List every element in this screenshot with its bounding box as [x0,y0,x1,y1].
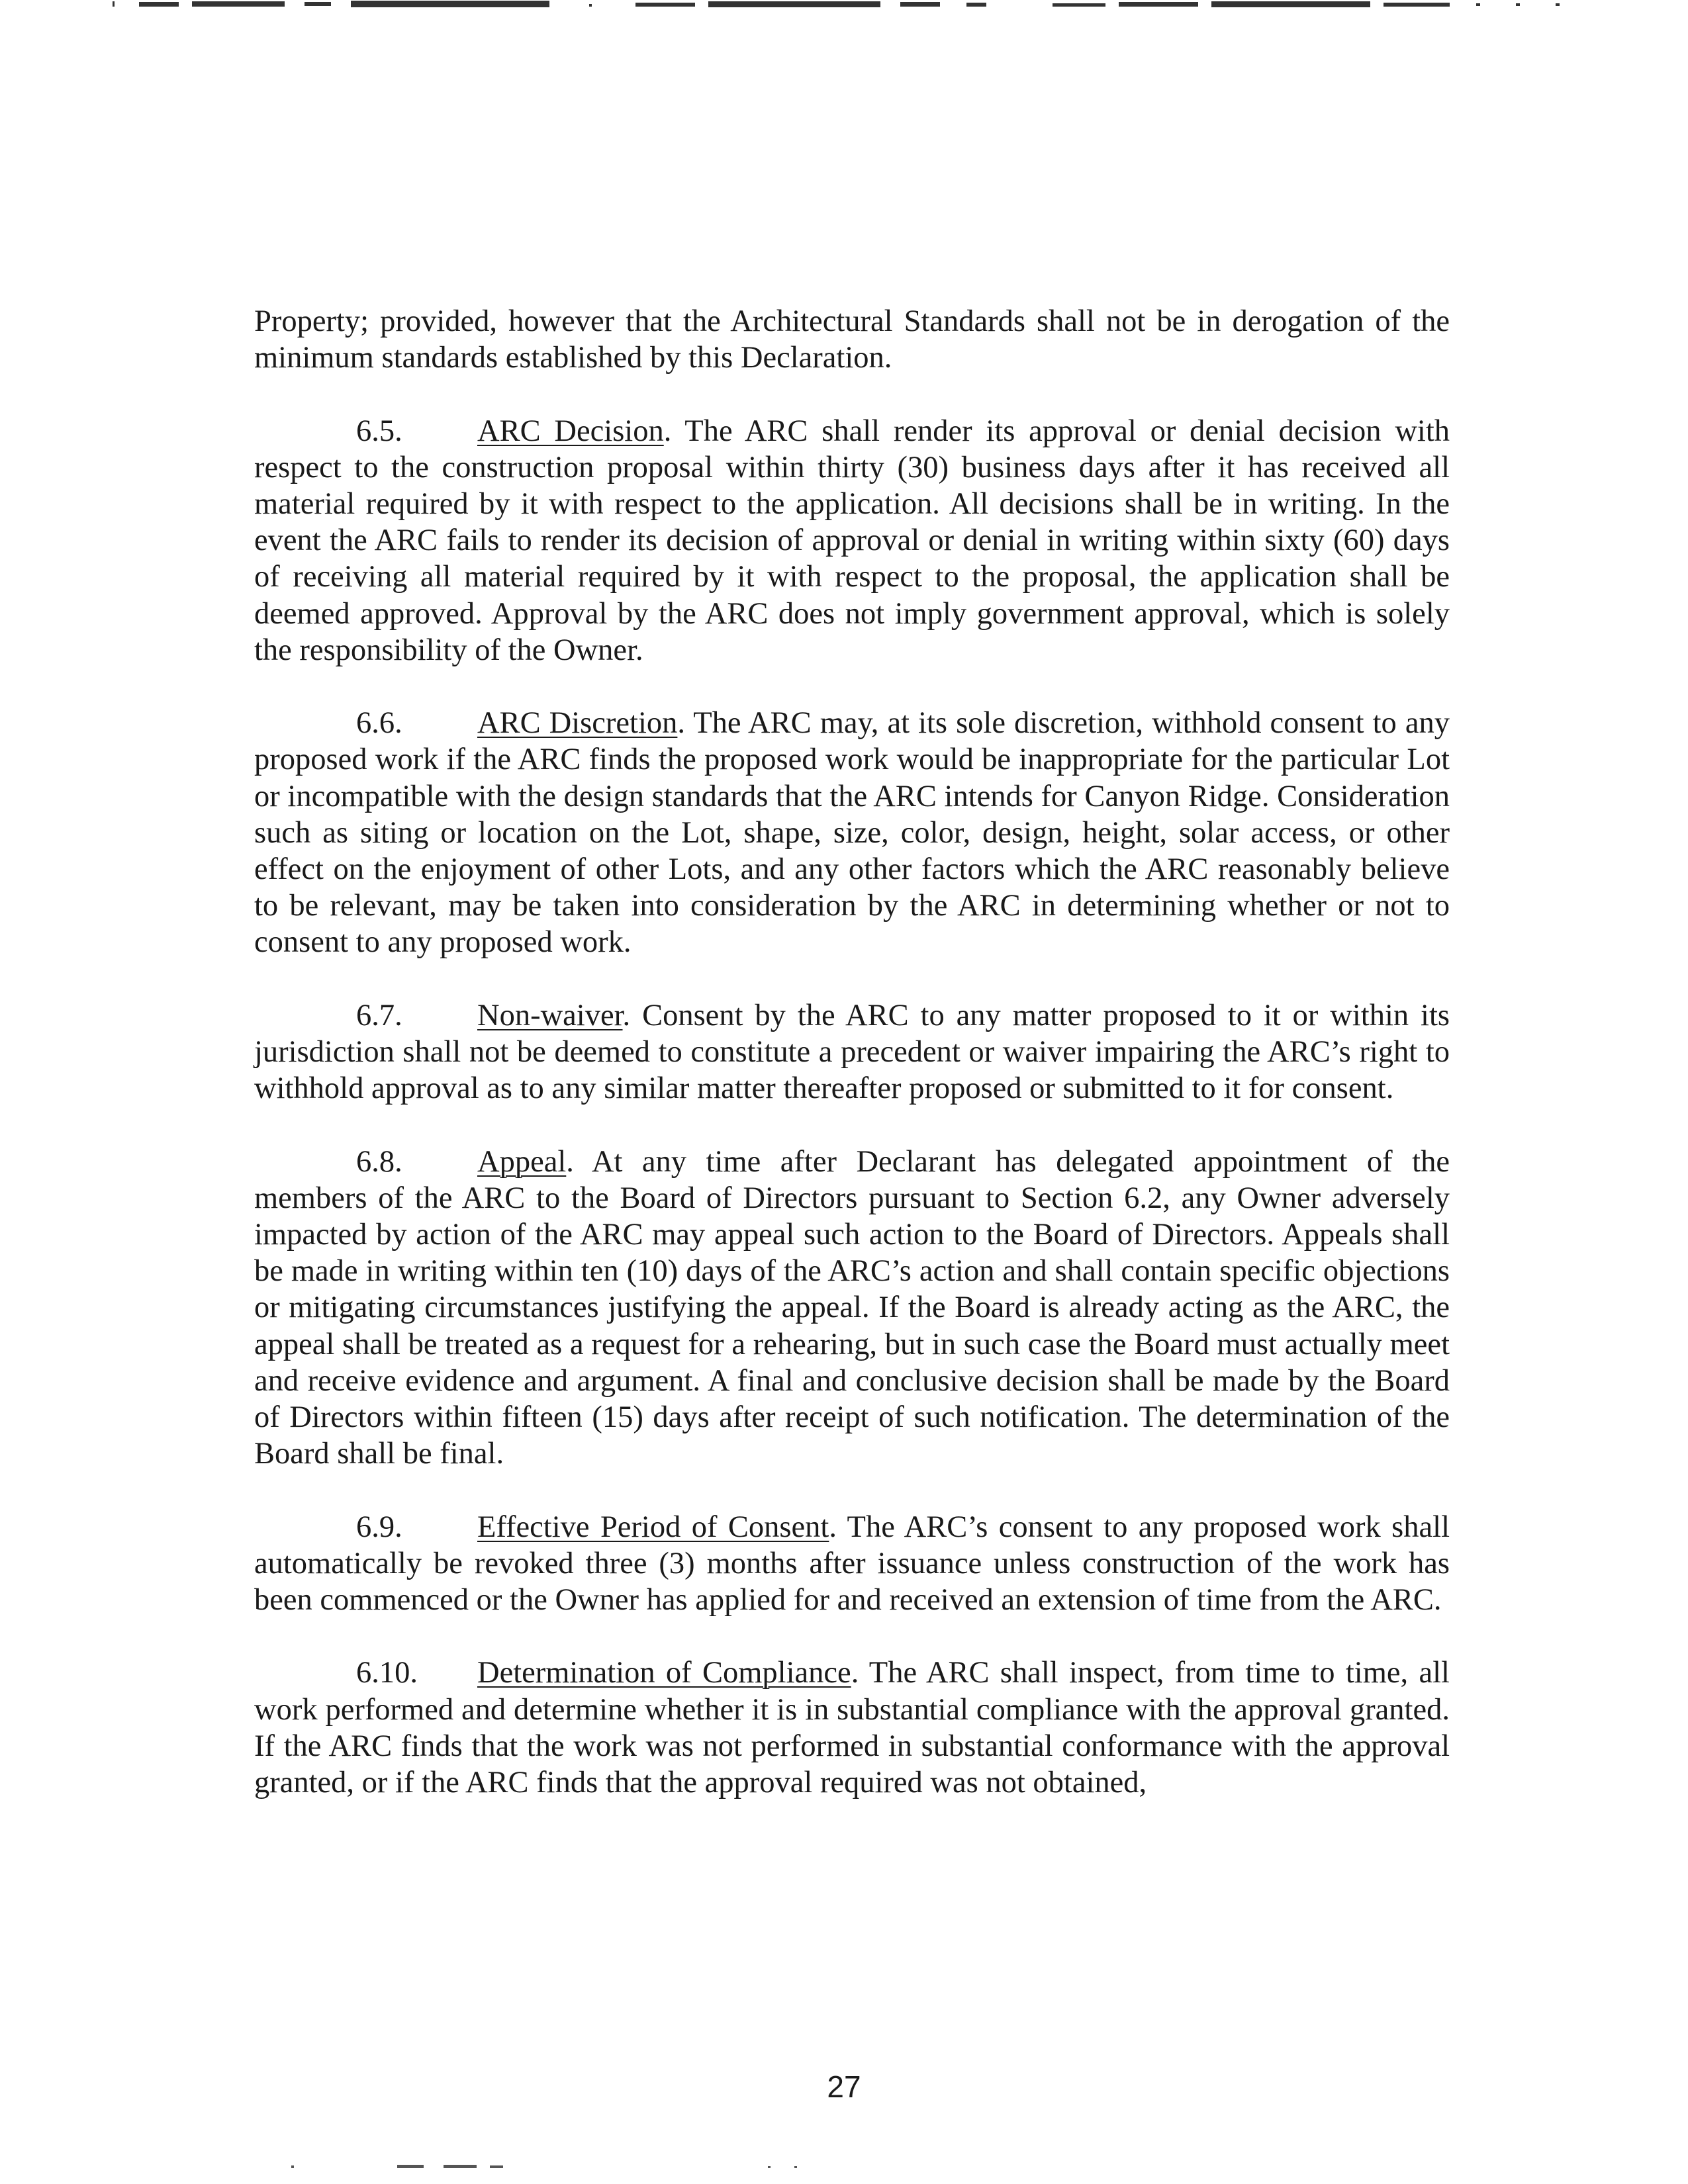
section-text: . At any time after Declarant has delegated appointment of the members of the ARC to the Board of Directors pursuant to Section 6.2, any Owner adversely impacted by action of the ARC may appeal such action to the Board of Directors. Appeals shall be made in writing within ten (10) days of the ARC’s action and shall contain specific objections or mitigating circumstances justifying the appeal. If the Board is already acting as the ARC, the appeal shall be treated as a request for a rehearing, but in such case the Board must actually meet and receive evidence and argument. A final and conclusive decision shall be made by the Board of Directors within fifteen (15) days after receipt of such notification. The determination of the Board shall be final. [254,1144,1450,1471]
section-text: . The ARC may, at its sole discretion, withhold consent to any proposed work if the ARC finds the proposed work would be inappropriate for the particular Lot or incompatible with the design standards that the ARC intends for Canyon Ridge. Consideration such as siting or location on the Lot, shape, size, color, design, height, solar access, or other effect on the enjoyment of other Lots, and any other factors which the ARC reasonably believe to be relevant, may be taken into consideration by the ARC in determining whether or not to consent to any proposed work. [254,706,1450,960]
section-number: 6.7. [356,998,402,1032]
section-6-9 [254,1509,1450,1619]
section-6-8 [254,1144,1450,1473]
section-number: 6.6. [356,706,402,741]
section-6-10 [254,1655,1450,1801]
section-number: 6.10. [356,1656,418,1690]
scan-artifact-bottom [291,2163,953,2171]
section-6-6 [254,705,1450,960]
section-title: Determination of Compliance [477,1656,851,1690]
section-title: Non-waiver [477,998,623,1032]
section-number: 6.9. [356,1510,402,1544]
section-6-5 [254,413,1450,668]
section-text: . The ARC shall inspect, from time to time, all work performed and determine whether it is in substantial compliance with the approval granted. If the ARC finds that the work was not performed in substantial conformance with the approval granted, or if the ARC finds that the approval required was not obtained, [254,1656,1450,1800]
document-body [254,303,1450,1837]
page-number: 27 [827,2070,861,2104]
section-number: 6.8. [356,1144,402,1179]
section-text: . The ARC shall render its approval or denial decision with respect to the construction proposal within thirty (30) business days after it has received all material required by it with respect to the application. All decisions shall be in writing. In the event the ARC fails to render its decision of approval or denial in writing within sixty (60) days of receiving all material required by it with respect to the proposal, the application shall be deemed approved. Approval by the ARC does not imply government approval, which is solely the responsibility of the Owner. [254,414,1450,667]
section-title: Effective Period of Consent [477,1510,829,1544]
section-title: ARC Decision [477,414,664,448]
section-text: . The ARC’s consent to any proposed work shall automatically be revoked three (3) months after issuance unless construction of the work has been commenced or the Owner has applied for and received an extension of time from the ARC. [254,1510,1450,1617]
section-title: Appeal [477,1144,567,1179]
section-6-7 [254,997,1450,1107]
section-number: 6.5. [356,414,402,448]
section-title: ARC Discretion [477,706,678,741]
scan-artifact-top [113,0,1589,11]
intro-paragraph: Property; provided, however that the Architectural Standards shall not be in derogation of the minimum standards established by this Declaration. [254,304,1450,375]
section-text: . Consent by the ARC to any matter proposed to it or within its jurisdiction shall not be deemed to constitute a precedent or waiver impairing the ARC’s right to withhold approval as to any similar matter thereafter proposed or submitted to it for consent. [254,998,1450,1106]
